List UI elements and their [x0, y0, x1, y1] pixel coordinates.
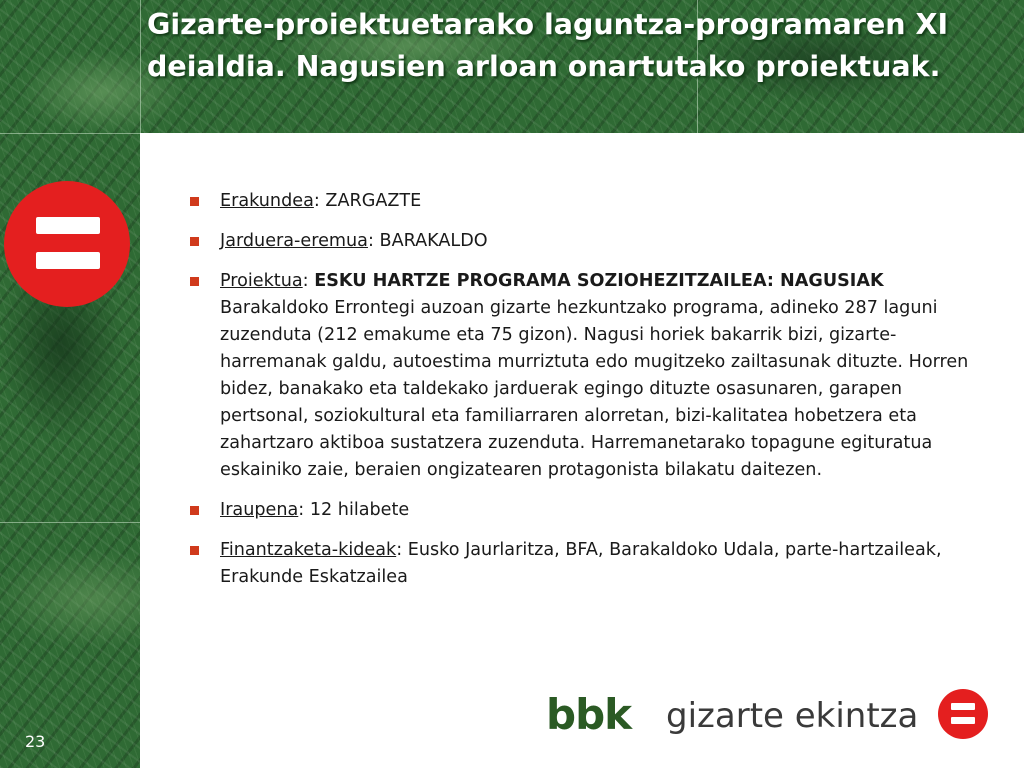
item-separator: :	[313, 191, 326, 211]
item-value: ZARGAZTE	[325, 191, 422, 211]
logo-bar	[36, 217, 100, 234]
item-value: 12 hilabete	[309, 500, 410, 520]
square-bullet-icon	[190, 506, 199, 515]
item-value: BARAKALDO	[379, 231, 488, 251]
bbk-logo-text: gizarte ekintza	[666, 696, 919, 736]
item-label: Proiektua	[220, 271, 303, 291]
bullet-list	[188, 188, 988, 604]
square-bullet-icon	[190, 546, 199, 555]
project-name: ESKU HARTZE PROGRAMA SOZIOHEZITZAILEA: NAGUSIAK	[314, 271, 884, 291]
slide-title: Gizarte-proiektuetarako laguntza-programaren XI deialdia. Nagusien arloan onartutako proiektuak.	[147, 8, 949, 83]
equals-circle-icon	[4, 181, 130, 307]
item-separator: :	[298, 500, 310, 520]
item-separator: :	[396, 540, 408, 560]
square-bullet-icon	[190, 277, 199, 286]
bullet-item-finantzaketa-kideak	[188, 537, 988, 591]
logo-bar	[951, 703, 975, 710]
item-value: Eusko Jaurlaritza, BFA, Barakaldoko Udala, parte-hartzaileak, Erakunde Eskatzailea	[220, 540, 942, 587]
item-separator: :	[302, 271, 315, 291]
bbk-logo	[546, 687, 996, 743]
logo-bar	[36, 252, 100, 269]
bullet-item-iraupena	[188, 497, 988, 524]
bullet-item-proiektua	[188, 268, 988, 484]
square-bullet-icon	[190, 237, 199, 246]
slide-number: 23	[25, 732, 46, 751]
item-label: Jarduera-eremua	[220, 231, 368, 251]
bullet-item-jarduera-eremua	[188, 228, 988, 255]
equals-circle-icon	[938, 689, 988, 739]
logo-bar	[951, 717, 975, 724]
grid-line	[0, 522, 140, 523]
item-label: Iraupena	[220, 500, 299, 520]
square-bullet-icon	[190, 197, 199, 206]
bullet-item-erakundea	[188, 188, 988, 215]
project-description: Barakaldoko Errontegi auzoan gizarte hezkuntzako programa, adineko 287 laguni zuzenduta (212 emakume eta 75 gizon). Nagusi horiek bakarrik bizi, gizarte-harremanak galdu, autoestima murriztuta edo mugitzeko zailtasunak dituzte. Horren bidez, banakako eta taldekako jarduerak egingo dituzte osasunaren, garapen pertsonal, soziokultural eta familiarraren alorretan, bizi-kalitatea hobetzera eta zahartzaro aktiboa sustatzera zuzenduta. Harremanetarako topagune egituratua eskainiko zaie, beraien ongizatearen protagonista bilakatu daitezen.	[220, 298, 969, 480]
item-label: Finantzaketa-kideak	[220, 540, 397, 560]
item-separator: :	[367, 231, 380, 251]
grid-line	[0, 133, 140, 134]
bbk-logo-mark: bbk	[546, 690, 632, 739]
item-label: Erakundea	[220, 191, 314, 211]
